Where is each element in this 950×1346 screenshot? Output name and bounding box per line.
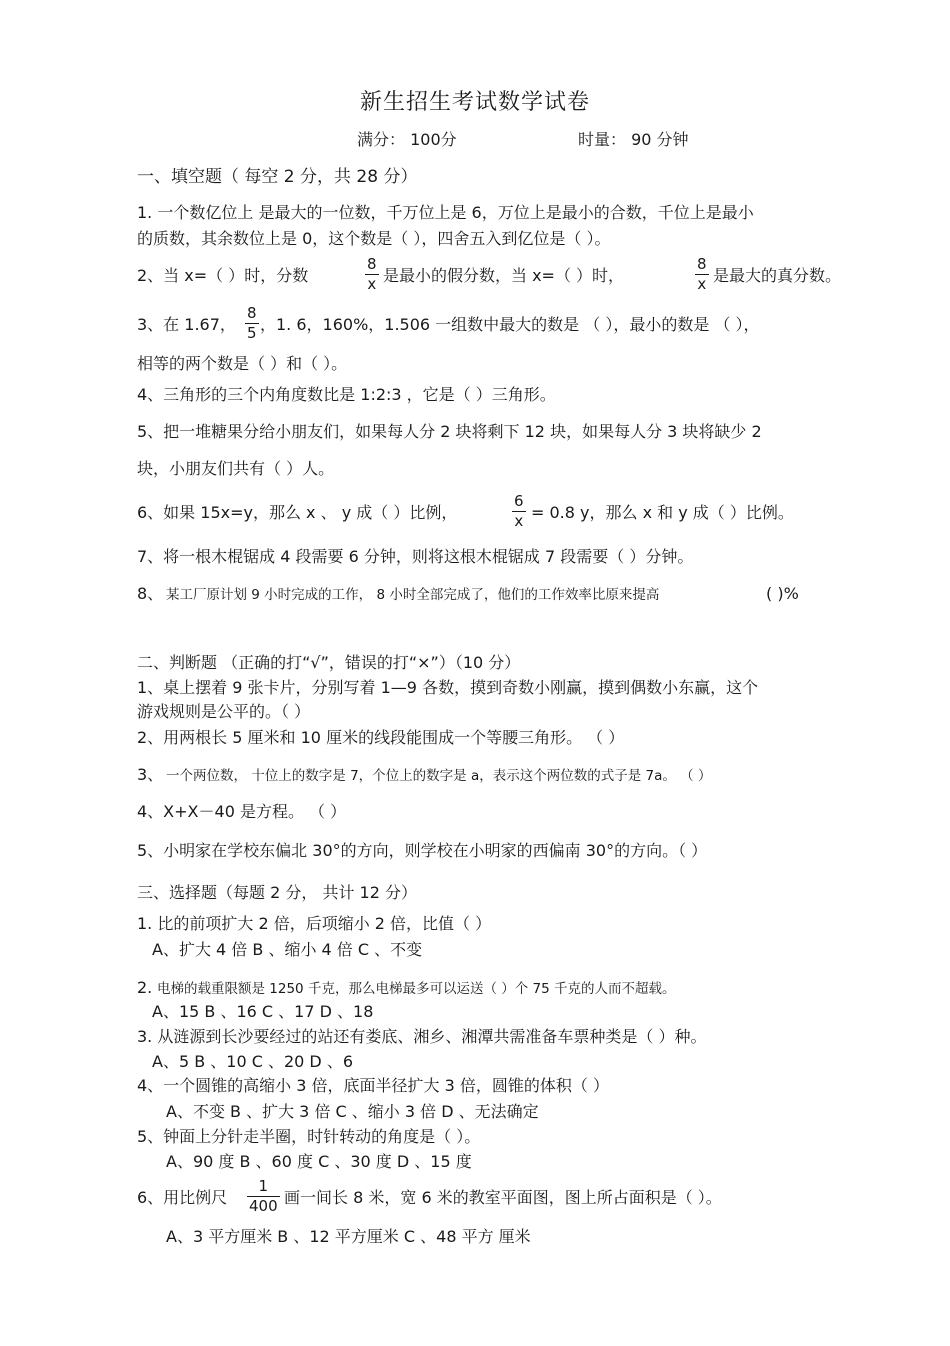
fraction-denominator: x (367, 275, 377, 293)
s1-q1-line2: 的质数，其余数位上是 0，这个数是（ ），四舍五入到亿位是（ ）。 (137, 229, 611, 248)
s1-q8-number: 8、 (137, 584, 164, 603)
section-3-heading: 三、选择题（每题 2 分， 共计 12 分） (137, 883, 417, 902)
s3-q4-options: A、不变 B 、扩大 3 倍 C 、缩小 3 倍 D 、无法确定 (166, 1102, 539, 1121)
s1-q6-part1: 6、如果 15x=y，那么 x 、 y 成（ ）比例， (137, 503, 458, 522)
fraction-denominator: x (697, 275, 707, 293)
full-score: 满分： 100分 (357, 130, 457, 149)
s2-q3-number: 3、 (137, 765, 164, 784)
section-1-heading: 一、填空题（ 每空 2 分，共 28 分） (137, 167, 418, 187)
s1-q5-line2: 块，小朋友们共有（ ）人。 (137, 459, 335, 478)
exam-time: 时量： 90 分钟 (578, 130, 689, 149)
s2-q5: 5、小明家在学校东偏北 30°的方向，则学校在小明家的西偏南 30°的方向。（ ） (137, 841, 708, 860)
s2-q4: 4、X+X－40 是方程。 （ ） (137, 802, 347, 821)
s3-q5-options: A、90 度 B 、60 度 C 、30 度 D 、15 度 (166, 1152, 472, 1171)
s1-q4: 4、三角形的三个内角度数比是 1:2:3 ，它是（ ）三角形。 (137, 385, 556, 404)
s3-q6-part2: 画一间长 8 米，宽 6 米的教室平面图，图上所占面积是（ ）。 (284, 1188, 722, 1207)
s1-q3-fraction (245, 305, 259, 342)
fraction-numerator: 1 (258, 1177, 269, 1195)
fraction-denominator: 400 (249, 1197, 278, 1215)
s1-q7: 7、将一根木棍锯成 4 段需要 6 分钟，则将这根木棍锯成 7 段需要（ ）分钟。 (137, 547, 694, 566)
s2-q1-line2: 游戏规则是公平的。（ ） (137, 702, 311, 721)
s1-q3-part2: ，1. 6，160%，1.506 一组数中最大的数是 （ ），最小的数是 （ ）， (260, 315, 760, 334)
fraction-numerator: 8 (247, 304, 257, 322)
s1-q2-part1: 2、当 x=（ ）时，分数 (137, 266, 309, 285)
s3-q1-options: A、扩大 4 倍 B 、缩小 4 倍 C 、不变 (152, 940, 423, 959)
s1-q2-fraction-1 (365, 256, 379, 293)
s1-q5-line1: 5、把一堆糖果分给小朋友们，如果每人分 2 块将剩下 12 块，如果每人分 3 块将缺少 2 (137, 422, 762, 441)
fraction-denominator: x (514, 512, 524, 530)
s3-q6-options: A、3 平方厘米 B 、12 平方厘米 C 、48 平方 厘米 (166, 1227, 531, 1246)
s3-q3: 3. 从涟源到长沙要经过的站还有娄底、湘乡、湘潭共需准备车票种类是（ ）种。 (137, 1027, 707, 1046)
s1-q6-fraction (512, 493, 526, 530)
s1-q2-part2: 是最小的假分数，当 x=（ ）时， (383, 266, 625, 285)
s3-q2-options: A、15 B 、16 C 、17 D 、18 (152, 1002, 374, 1021)
s3-q5: 5、钟面上分针走半圈，时针转动的角度是（ ）。 (137, 1127, 481, 1146)
fraction-numerator: 8 (697, 255, 707, 273)
s1-q2-fraction-2 (695, 256, 709, 293)
s1-q8-blank: ( )% (766, 584, 799, 603)
fraction-numerator: 6 (514, 492, 524, 510)
s3-q2-number: 2. (137, 978, 153, 997)
page-title: 新生招生考试数学试卷 (359, 90, 590, 115)
s2-q1-line1: 1、桌上摆着 9 张卡片，分别写着 1—9 各数，摸到奇数小刚赢，摸到偶数小东赢，这个 (137, 678, 759, 697)
s1-q2-part3: 是最大的真分数。 (713, 266, 842, 285)
s2-q3-text: 一个两位数， 十位上的数字是 7，个位上的数字是 a，表示这个两位数的式子是 7a。 （ ） (166, 768, 712, 784)
s1-q6-part2: = 0.8 y，那么 x 和 y 成（ ）比例。 (531, 503, 794, 522)
fraction-denominator: 5 (247, 324, 257, 342)
s3-q4: 4、一个圆锥的高缩小 3 倍，底面半径扩大 3 倍，圆锥的体积（ ） (137, 1076, 609, 1095)
s3-q1: 1. 比的前项扩大 2 倍，后项缩小 2 倍，比值（ ） (137, 914, 492, 933)
s3-q6-part1: 6、用比例尺 (137, 1188, 228, 1207)
s1-q8-text: 某工厂原计划 9 小时完成的工作， 8 小时全部完成了，他们的工作效率比原来提高 (166, 587, 660, 603)
s3-q2-text: 电梯的载重限额是 1250 千克，那么电梯最多可以运送（ ）个 75 千克的人而不超载。 (157, 981, 676, 997)
s3-q3-options: A、5 B 、10 C 、20 D 、6 (152, 1052, 354, 1071)
s1-q3-line2: 相等的两个数是（ ）和（ ）。 (137, 354, 348, 373)
s1-q3-part1: 3、在 1.67， (137, 315, 236, 334)
s1-q1-line1: 1. 一个数亿位上 是最大的一位数，千万位上是 6，万位上是最小的合数，千位上是最小 (137, 203, 754, 222)
section-2-heading: 二、判断题 （正确的打“√”，错误的打“×”）（10 分） (137, 653, 521, 672)
s3-q6-fraction (247, 1178, 280, 1215)
fraction-numerator: 8 (367, 255, 377, 273)
s2-q2: 2、用两根长 5 厘米和 10 厘米的线段能围成一个等腰三角形。 （ ） (137, 728, 625, 747)
